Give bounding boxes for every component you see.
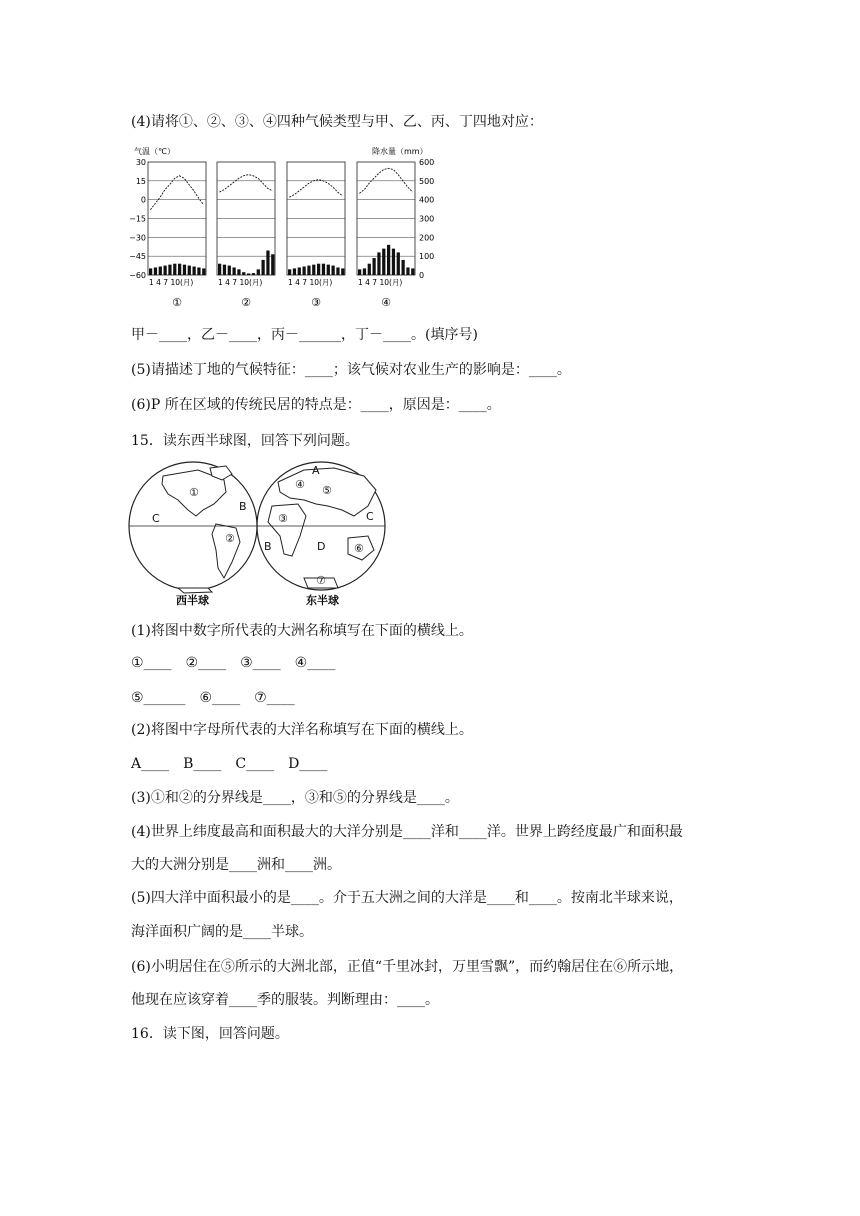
precip-bar bbox=[228, 266, 231, 275]
west-label-1: ① bbox=[189, 486, 199, 499]
precip-tick-label: 100 bbox=[419, 252, 435, 262]
precip-bar bbox=[173, 264, 176, 275]
temp-tick-label: −45 bbox=[129, 252, 146, 262]
precip-bar bbox=[257, 269, 260, 275]
q15-part1-b: ⑤______ ⑥____ ⑦____ bbox=[131, 690, 295, 706]
panel-label: ③ bbox=[311, 296, 321, 309]
q15-part1: (1)将图中数字所代表的大洲名称填写在下面的横线上。 bbox=[131, 623, 473, 639]
west-hemisphere bbox=[129, 462, 257, 593]
precip-bar bbox=[233, 267, 236, 275]
precip-bar bbox=[368, 264, 371, 275]
q16-title: 16．读下图，回答问题。 bbox=[131, 1026, 289, 1042]
precip-bar bbox=[237, 269, 240, 275]
climate-panel bbox=[287, 162, 345, 287]
temp-axis-title: 气温（℃） bbox=[134, 147, 175, 156]
east-label-B: B bbox=[264, 540, 272, 553]
q15-part5-line1: (5)四大洋中面积最小的是____。介于五大洲之间的大洋是____和____。按南北半球来说， bbox=[131, 890, 683, 906]
q15-part2: (2)将图中字母所代表的大洋名称填写在下面的横线上。 bbox=[131, 722, 473, 738]
q15-part6-line1: (6)小明居住在⑤所示的大洲北部，正值“千里冰封，万里雪飘”，而约翰居住在⑥所示地， bbox=[131, 959, 684, 975]
temp-tick-label: −60 bbox=[129, 271, 146, 280]
month-tick-labels: 1 4 7 10(月) bbox=[149, 278, 194, 287]
precip-bar bbox=[247, 273, 250, 275]
precip-bar bbox=[193, 267, 196, 275]
climate-panel bbox=[148, 162, 206, 287]
climate-panels bbox=[148, 162, 415, 287]
precip-bar bbox=[271, 254, 274, 275]
precip-bar bbox=[288, 269, 291, 275]
east-hemisphere-caption: 东半球 bbox=[306, 594, 339, 607]
precip-bar bbox=[202, 268, 205, 275]
precip-tick-label: 200 bbox=[419, 233, 435, 243]
precip-bar bbox=[183, 265, 186, 275]
precip-axis-title: 降水量（mm） bbox=[372, 147, 428, 156]
precip-bar bbox=[197, 267, 200, 275]
precip-bar bbox=[373, 258, 376, 275]
precip-bar bbox=[223, 265, 226, 275]
hemispheres-map bbox=[128, 460, 392, 608]
temp-axis-ticks bbox=[129, 158, 146, 280]
precip-bar bbox=[322, 264, 325, 275]
east-label-4: ④ bbox=[295, 478, 305, 491]
precip-bar bbox=[149, 268, 152, 275]
q15-part2-a: A____ B____ C____ D____ bbox=[131, 756, 328, 772]
precip-bar bbox=[293, 268, 296, 275]
precip-bar bbox=[266, 251, 269, 275]
precip-bar bbox=[168, 265, 171, 275]
precip-bar bbox=[303, 267, 306, 275]
precip-tick-label: 600 bbox=[419, 158, 435, 167]
temp-tick-label: 0 bbox=[140, 195, 146, 205]
antarctica-west-shape bbox=[178, 588, 212, 593]
precip-bar bbox=[307, 266, 310, 275]
q14-part5: (5)请描述丁地的气候特征：____；该气候对农业生产的影响是：____。 bbox=[131, 362, 571, 378]
precip-bar bbox=[363, 268, 366, 275]
precip-bar bbox=[298, 267, 301, 275]
east-label-3: ③ bbox=[278, 512, 288, 525]
precip-bar bbox=[154, 267, 157, 275]
q15-part6-line2: 他现在应该穿着____季的服装。判断理由：____。 bbox=[131, 992, 439, 1008]
temperature-line bbox=[219, 175, 272, 193]
precip-bar bbox=[312, 265, 315, 275]
precip-tick-label: 0 bbox=[419, 271, 425, 280]
q15-part1-a: ①____ ②____ ③____ ④____ bbox=[131, 655, 336, 671]
temp-tick-label: −30 bbox=[129, 233, 146, 243]
panel-labels bbox=[172, 296, 391, 309]
precip-tick-label: 500 bbox=[419, 176, 435, 186]
temperature-line bbox=[289, 180, 342, 198]
precip-bar bbox=[341, 268, 344, 275]
precip-bar bbox=[402, 260, 405, 275]
month-tick-labels: 1 4 7 10(月) bbox=[218, 278, 263, 287]
precip-bar bbox=[188, 266, 191, 275]
precip-bar bbox=[411, 268, 414, 275]
precip-tick-label: 400 bbox=[419, 195, 435, 205]
precip-bar bbox=[327, 265, 330, 275]
east-label-A: A bbox=[312, 464, 320, 477]
climate-charts-figure bbox=[126, 144, 446, 312]
east-hemisphere bbox=[257, 462, 385, 590]
precip-tick-label: 300 bbox=[419, 214, 435, 224]
q14-part6: (6)P 所在区域的传统民居的特点是：____，原因是：____。 bbox=[131, 397, 501, 413]
panel-label: ② bbox=[241, 296, 251, 309]
panel-label: ① bbox=[172, 296, 182, 309]
east-label-C: C bbox=[366, 510, 374, 523]
climate-panel bbox=[357, 162, 415, 287]
west-label-C: C bbox=[152, 512, 160, 525]
precip-bar bbox=[164, 266, 167, 275]
precip-bar bbox=[387, 245, 390, 275]
temp-tick-label: 30 bbox=[135, 158, 146, 167]
precip-bar bbox=[317, 264, 320, 275]
panel-label: ④ bbox=[381, 296, 391, 309]
precip-bar bbox=[262, 260, 265, 275]
east-label-D: D bbox=[317, 540, 326, 553]
month-tick-labels: 1 4 7 10(月) bbox=[358, 278, 403, 287]
precip-axis-ticks bbox=[419, 158, 434, 280]
east-label-7: ⑦ bbox=[316, 574, 326, 587]
precip-bar bbox=[218, 264, 221, 275]
temp-tick-label: 15 bbox=[135, 176, 146, 186]
east-label-6: ⑥ bbox=[354, 542, 364, 555]
precip-bar bbox=[392, 249, 395, 275]
month-tick-labels: 1 4 7 10(月) bbox=[288, 278, 333, 287]
q15-part4-line2: 大的大洲分别是____洲和____洲。 bbox=[131, 857, 341, 873]
west-label-B: B bbox=[239, 500, 247, 513]
west-label-2: ② bbox=[225, 532, 235, 545]
precip-bar bbox=[336, 267, 339, 275]
q15-part3: (3)①和②的分界线是____，③和⑤的分界线是____。 bbox=[131, 790, 459, 806]
precip-bar bbox=[159, 267, 162, 275]
precip-bar bbox=[178, 264, 181, 275]
precip-bar bbox=[377, 252, 380, 275]
east-label-5: ⑤ bbox=[322, 484, 332, 497]
q15-title: 15．读东西半球图，回答下列问题。 bbox=[131, 433, 359, 449]
precip-bar bbox=[397, 252, 400, 275]
temp-tick-label: −15 bbox=[129, 214, 146, 224]
q15-part4-line1: (4)世界上纬度最高和面积最大的大洋分别是____洋和____洋。世界上跨经度最广和面积最 bbox=[131, 824, 683, 840]
precip-bar bbox=[252, 273, 255, 275]
q14-part4-answer: 甲－____，乙－____，丙－______，丁－____。(填序号) bbox=[131, 327, 478, 343]
precip-bar bbox=[242, 272, 245, 275]
q15-part5-line2: 海洋面积广阔的是____半球。 bbox=[131, 924, 313, 940]
precip-bar bbox=[382, 249, 385, 275]
west-hemisphere-caption: 西半球 bbox=[176, 594, 209, 607]
q14-part4: (4)请将①、②、③、④四种气候类型与甲、乙、丙、丁四地对应： bbox=[131, 114, 543, 130]
precip-bar bbox=[358, 269, 361, 275]
precip-bar bbox=[406, 267, 409, 275]
climate-panel bbox=[217, 162, 275, 287]
precip-bar bbox=[332, 266, 335, 275]
